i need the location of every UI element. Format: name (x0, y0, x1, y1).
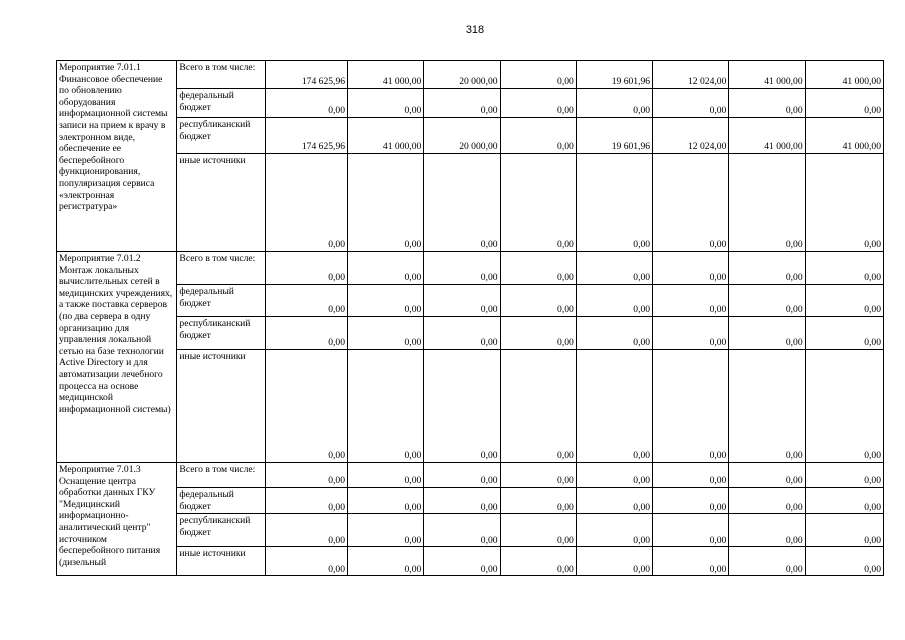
amount-cell: 0,00 (500, 463, 576, 488)
amount-cell: 0,00 (805, 463, 883, 488)
amount-cell: 0,00 (424, 285, 500, 317)
table-row (57, 89, 884, 118)
table-row (57, 154, 884, 252)
amount-cell: 0,00 (424, 488, 500, 514)
amount-cell: 0,00 (265, 252, 347, 285)
amount-cell: 0,00 (805, 488, 883, 514)
amount-cell: 0,00 (348, 514, 424, 547)
amount-cell: 0,00 (805, 285, 883, 317)
amount-cell: 41 000,00 (348, 118, 424, 154)
amount-cell: 0,00 (500, 285, 576, 317)
amount-cell: 0,00 (729, 285, 805, 317)
funding-source-label: федеральный бюджет (177, 488, 265, 514)
amount-cell: 0,00 (576, 285, 652, 317)
amount-cell: 0,00 (653, 154, 729, 252)
measure-title: Мероприятие 7.01.1 Финансовое обеспечение по обновлению оборудования информационной системы записи на прием к врачу в электронном виде, обеспечение ее бесперебойного функционирования, популяризация сервиса «электронная регистратура» (57, 61, 177, 252)
amount-cell: 0,00 (348, 547, 424, 576)
amount-cell: 0,00 (576, 488, 652, 514)
amount-cell: 0,00 (805, 154, 883, 252)
amount-cell: 0,00 (653, 547, 729, 576)
measure-title: Мероприятие 7.01.2 Монтаж локальных вычислительных сетей в медицинских учреждениях, а также поставка серверов (по два сервера в одну организацию для управления локальной сетью на базе технологии Active Directory и для автоматизации лечебного процесса на основе медицинской информационной системы) (57, 252, 177, 463)
amount-cell: 0,00 (348, 252, 424, 285)
table-row (57, 317, 884, 350)
page-number: 318 (465, 24, 485, 36)
amount-cell: 0,00 (805, 317, 883, 350)
amount-cell: 0,00 (265, 285, 347, 317)
table-row (57, 118, 884, 154)
amount-cell: 0,00 (500, 488, 576, 514)
amount-cell: 19 601,96 (576, 118, 652, 154)
amount-cell: 0,00 (500, 547, 576, 576)
amount-cell: 0,00 (265, 488, 347, 514)
amount-cell: 0,00 (348, 154, 424, 252)
funding-source-label: иные источники (177, 350, 265, 463)
amount-cell: 0,00 (424, 463, 500, 488)
measure-title: Мероприятие 7.01.3 Оснащение центра обработки данных ГКУ "Медицинский информационно-аналитический центр" источником бесперебойного питания (дизельный (57, 463, 177, 576)
amount-cell: 0,00 (729, 154, 805, 252)
funding-source-label: федеральный бюджет (177, 285, 265, 317)
funding-source-label: Всего в том числе: (177, 61, 265, 89)
amount-cell: 0,00 (576, 154, 652, 252)
amount-cell: 0,00 (653, 89, 729, 118)
amount-cell: 0,00 (805, 252, 883, 285)
amount-cell: 12 024,00 (653, 118, 729, 154)
amount-cell: 0,00 (424, 547, 500, 576)
amount-cell: 0,00 (500, 118, 576, 154)
amount-cell: 0,00 (653, 463, 729, 488)
table-row (57, 547, 884, 576)
funding-source-label: республиканский бюджет (177, 118, 265, 154)
amount-cell: 0,00 (424, 89, 500, 118)
funding-source-label: иные источники (177, 154, 265, 252)
amount-cell: 0,00 (805, 514, 883, 547)
amount-cell: 0,00 (265, 350, 347, 463)
amount-cell: 41 000,00 (348, 61, 424, 89)
amount-cell: 0,00 (729, 463, 805, 488)
funding-source-label: республиканский бюджет (177, 514, 265, 547)
amount-cell: 0,00 (500, 514, 576, 547)
amount-cell: 0,00 (805, 350, 883, 463)
amount-cell: 0,00 (729, 89, 805, 118)
amount-cell: 174 625,96 (265, 61, 347, 89)
amount-cell: 0,00 (348, 463, 424, 488)
amount-cell: 0,00 (576, 463, 652, 488)
amount-cell: 0,00 (424, 154, 500, 252)
amount-cell: 20 000,00 (424, 118, 500, 154)
amount-cell: 0,00 (576, 317, 652, 350)
amount-cell: 41 000,00 (805, 118, 883, 154)
amount-cell: 0,00 (500, 89, 576, 118)
funding-source-label: республиканский бюджет (177, 317, 265, 350)
amount-cell: 20 000,00 (424, 61, 500, 89)
amount-cell: 0,00 (576, 350, 652, 463)
amount-cell: 0,00 (576, 514, 652, 547)
table-row (57, 488, 884, 514)
amount-cell: 0,00 (653, 350, 729, 463)
amount-cell: 0,00 (729, 547, 805, 576)
table-row (57, 252, 884, 285)
amount-cell: 0,00 (265, 317, 347, 350)
amount-cell: 0,00 (348, 488, 424, 514)
amount-cell: 0,00 (348, 285, 424, 317)
funding-source-label: Всего в том числе: (177, 252, 265, 285)
amount-cell: 12 024,00 (653, 61, 729, 89)
amount-cell: 19 601,96 (576, 61, 652, 89)
amount-cell: 0,00 (500, 317, 576, 350)
amount-cell: 0,00 (805, 89, 883, 118)
amount-cell: 0,00 (424, 350, 500, 463)
amount-cell: 0,00 (653, 514, 729, 547)
amount-cell: 0,00 (348, 89, 424, 118)
table-row (57, 61, 884, 89)
amount-cell: 174 625,96 (265, 118, 347, 154)
amount-cell: 0,00 (348, 350, 424, 463)
amount-cell: 0,00 (500, 154, 576, 252)
amount-cell: 0,00 (729, 317, 805, 350)
table-row (57, 350, 884, 463)
amount-cell: 0,00 (265, 154, 347, 252)
amount-cell: 41 000,00 (729, 61, 805, 89)
amount-cell: 41 000,00 (805, 61, 883, 89)
table-row (57, 514, 884, 547)
amount-cell: 0,00 (805, 547, 883, 576)
amount-cell: 0,00 (576, 252, 652, 285)
amount-cell: 0,00 (653, 285, 729, 317)
amount-cell: 0,00 (576, 547, 652, 576)
amount-cell: 0,00 (265, 547, 347, 576)
amount-cell: 0,00 (424, 514, 500, 547)
table-row (57, 463, 884, 488)
amount-cell: 0,00 (348, 317, 424, 350)
amount-cell: 0,00 (265, 463, 347, 488)
funding-source-label: Всего в том числе: (177, 463, 265, 488)
amount-cell: 0,00 (500, 252, 576, 285)
amount-cell: 0,00 (729, 514, 805, 547)
table-row (57, 285, 884, 317)
amount-cell: 0,00 (500, 61, 576, 89)
amount-cell: 0,00 (576, 89, 652, 118)
amount-cell: 0,00 (265, 89, 347, 118)
amount-cell: 0,00 (500, 350, 576, 463)
amount-cell: 0,00 (729, 350, 805, 463)
amount-cell: 0,00 (265, 514, 347, 547)
amount-cell: 0,00 (653, 252, 729, 285)
amount-cell: 0,00 (424, 317, 500, 350)
amount-cell: 0,00 (729, 488, 805, 514)
funding-source-label: федеральный бюджет (177, 89, 265, 118)
funding-table (56, 60, 884, 576)
amount-cell: 0,00 (653, 488, 729, 514)
amount-cell: 0,00 (729, 252, 805, 285)
amount-cell: 41 000,00 (729, 118, 805, 154)
amount-cell: 0,00 (653, 317, 729, 350)
funding-source-label: иные источники (177, 547, 265, 576)
amount-cell: 0,00 (424, 252, 500, 285)
